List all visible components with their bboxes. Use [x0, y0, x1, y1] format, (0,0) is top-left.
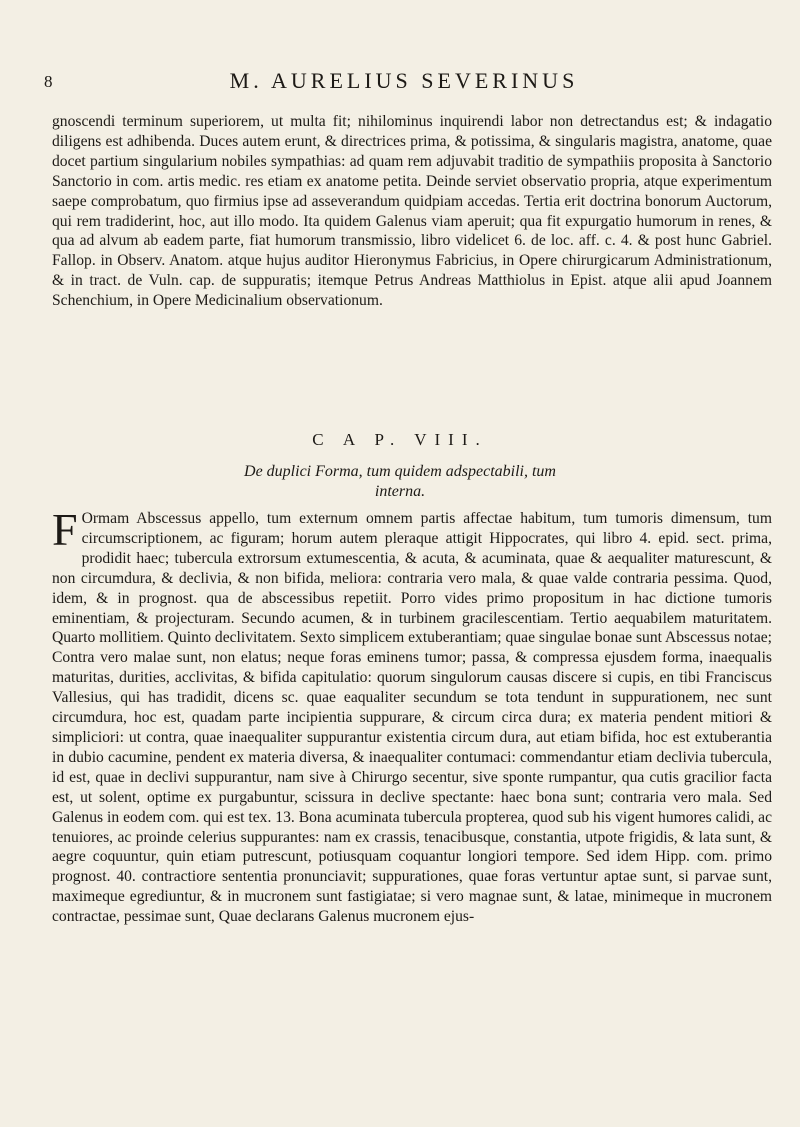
- page-number: 8: [44, 72, 53, 91]
- chapter-heading: C A P. VIII.: [312, 430, 488, 449]
- paragraph-1: gnoscendi terminum superiorem, ut multa fit; nihilominus inquirendi labor non detrectandus est; & indagatio diligens est adhibenda. Duces autem erunt, & directrices prima, & potissima, & singularis magistra, anatome, quae docet partium singularium nobiles sympathias: ad quam rem adjuvabit traditio de sympathiis proposita à Sanctorio Sanctorio in com. artis medic. res etiam ex anatome petita. Deinde serviet observatio propria, atque experimentum saepe comprobatum, quo firmius ipse ad asseverandum quidpiam accedas. Tertia erit doctrina bonorum Auctorum, qui rem tradiderint, hoc, aut illo modo. Ita quidem Galenus viam aperuit; qua fit expurgatio humorum in renes, & qua ad alvum ab eadem parte, fiat humorum transmissio, libro videlicet 6. de loc. aff. c. 4. & post hunc Gabriel. Fallop. in Observ. Anatom. atque hujus auditor Hieronymus Fabricius, in Opere chirurgicarum Administrationum, & in tract. de Vuln. cap. de suppuratis; itemque Petrus Andreas Matthiolus in Epist. atque alii apud Joannem Schenchium, in Opere Medicinalium observationum.: [52, 113, 772, 310]
- page-header: [44, 68, 764, 98]
- running-head: M. AURELIUS SEVERINUS: [229, 68, 579, 93]
- paragraph-2-text: Ormam Abscessus appello, tum externum omnem partis affectae habitum, tum tumoris dimensum, tum circumscriptionem, ac figuram; horum autem pleraque attigit Hippocrates, qui libro 4. epid. sect. prima, prodidit haec; tubercula extrorsum extumescentia, & acuta, & acuminata, quae & aequaliter maturescunt, & non circumdura, & declivia, & non bifida, meliora: contraria vero mala, & quae valde contraria pessima. Quod, idem, & in prognost. qua de abscessibus repetiit. Porro vides primo propositum in hac dictione tumoris eminentiam, & projecturam. Secundo acumen, & in turbinem gracilescentiam. Tertio aequabilem maturitatem. Quarto mollitiem. Quinto declivitatem. Sexto simplicem extuberantiam; quae singulae bonae sunt Abscessus notae; Contra vero malae sunt, non elatus; neque foras eminens tumor; passa, & compressa ejusdem forma, inaequalis maturitas, durities, acclivitas, & bifida capitulatio: quorum singulorum causas discere si cupis, en tibi Franciscus Vallesius, qui has tradidit, dicens sc. quae eaqualiter secundum se tota tendunt in suppurationem, nec sunt circumdura, hoc est, quadam parte incipientia suppurare, & circum circa dura; ex materia pendent mitiori & simpliciori: ut contra, quae inaequaliter suppurantur existentia circum dura, aut etiam bifida, hoc est extuberantia in dubio cacumine, pendent ex materia diversa, & inaequaliter contumaci: commendantur etiam declivia tubercula, id est, quae in declivi suppurantur, nam sive à Chirurgo secentur, sive sponte rumpantur, qua cutis gracilior facta est, ut solent, optime ex purgabuntur, scissura in declive spectante: haec bona sunt; contraria vero mala. Sed Galenus in eodem com. qui est tex. 13. Bona acuminata tubercula propterea, quod sub his vigent humores calidi, ac tenuiores, ac proinde celerius suppurantes: nam ex crassis, tenacibusque, constantia, utpote frigidis, & lata sunt, & aegre coquuntur, quin etiam putrescunt, potiusquam coquantur longiori tempore. Sed idem Hipp. com. primo prognost. 40. contractiore sententia pronunciavit; suppurationes, quae foras vertuntur aptae sunt, si parvae sunt, maximeque egrediuntur, & in mucronem sunt fastigiatae; si vero magnae sunt, & latae, minimeque in mucronem contractae, pessimae sunt, Quae declarans Galenus mucronem ejus-: [52, 510, 772, 926]
- chapter-title-line-2: interna.: [374, 483, 426, 500]
- paragraph-2: [52, 504, 772, 927]
- drop-cap: F: [52, 504, 78, 555]
- chapter-title-line-1: De duplici Forma, tum quidem adspectabili, tum: [244, 463, 556, 480]
